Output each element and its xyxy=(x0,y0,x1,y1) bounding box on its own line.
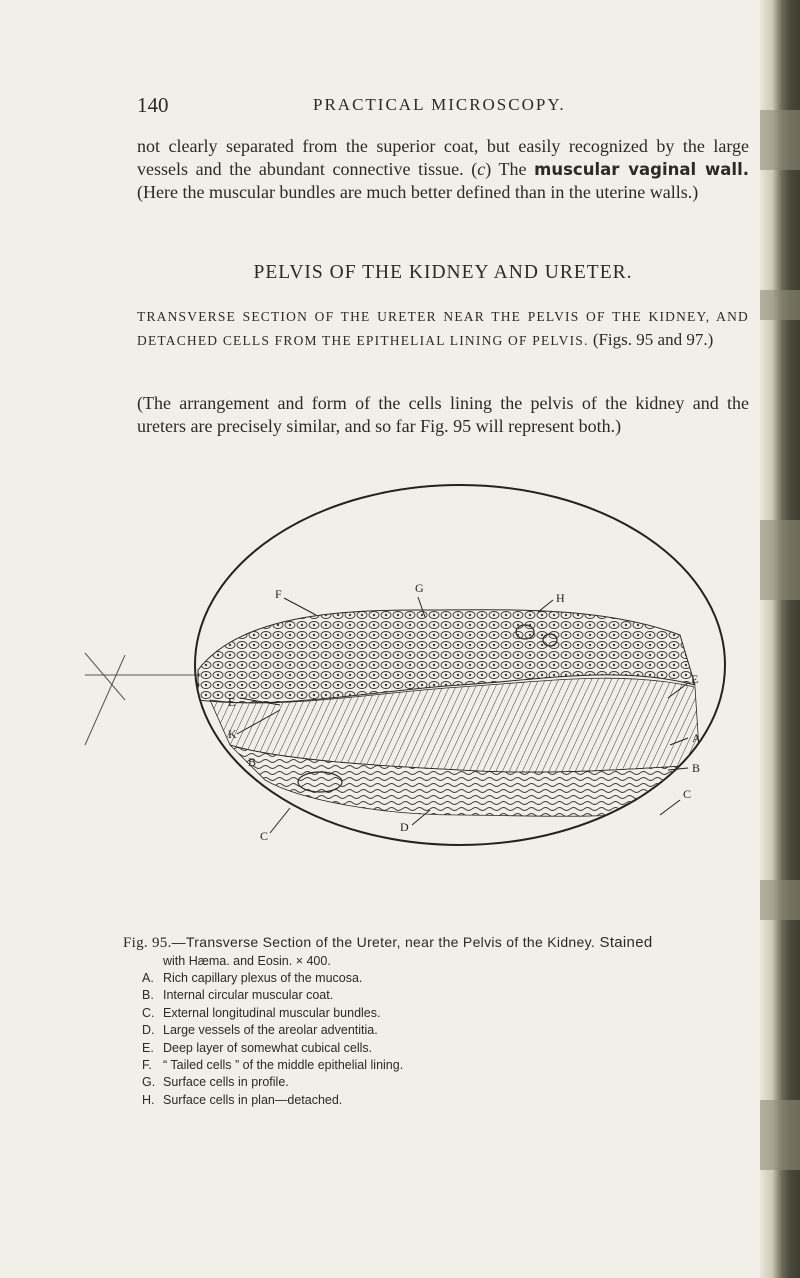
legend-text: Internal circular muscular coat. xyxy=(163,988,334,1003)
caption-title-text: —Transverse Section of the Ureter, near the Pelvis of the Kidney. xyxy=(171,934,596,950)
legend-text: Large vessels of the areolar adventitia. xyxy=(163,1023,378,1038)
label-B-left: B xyxy=(248,755,257,769)
legend-text: Surface cells in profile. xyxy=(163,1075,289,1090)
paragraph1-italic-c: c xyxy=(477,159,486,179)
page-number: 140 xyxy=(137,93,169,117)
label-A: A xyxy=(692,731,701,745)
legend-text: External longitudinal muscular bundles. xyxy=(163,1005,381,1020)
ureter-section-illustration xyxy=(80,470,780,860)
subsection-caps: TRANSVERSE SECTION OF THE URETER NEAR THE PELVIS OF THE KIDNEY, AND DETACHED CELLS FROM THE EPITHELIAL LINING OF PELVIS. xyxy=(137,309,749,348)
legend-letter: D. xyxy=(142,1023,155,1038)
legend-letter: C. xyxy=(142,1005,155,1020)
legend-letter: F. xyxy=(142,1057,152,1072)
label-K: K xyxy=(228,727,237,741)
legend-item xyxy=(142,1057,773,1074)
tissue-section xyxy=(198,610,700,817)
paragraph1-text-before: not clearly separated from the superior coat, but easily recognized by the large vessels and the abundant connective tissue. ( xyxy=(137,136,749,179)
label-C-left: C xyxy=(260,829,269,843)
diagonal-line-lower xyxy=(85,655,125,745)
label-E-left: E xyxy=(228,695,236,709)
legend-text: Rich capillary plexus of the mucosa. xyxy=(163,971,363,985)
page-header xyxy=(137,93,747,119)
diagonal-line-upper xyxy=(85,653,125,700)
label-C-right: C xyxy=(683,787,692,801)
label-D: D xyxy=(400,820,409,834)
figure-caption xyxy=(123,934,773,1109)
legend-text: Deep layer of somewhat cubical cells. xyxy=(163,1040,373,1055)
legend-text: Surface cells in plan—detached. xyxy=(163,1092,343,1107)
section-title: PELVIS OF THE KIDNEY AND URETER. xyxy=(253,262,633,283)
paragraph-arrangement: (The arrangement and form of the cells lining the pelvis of the kidney and the ureters are precisely similar, and so far Fig. 95 will represent both.) xyxy=(137,393,749,436)
subsection-figs-ref: (Figs. 95 and 97.) xyxy=(588,330,714,349)
subsection-heading xyxy=(137,305,749,352)
legend-item xyxy=(142,1005,773,1022)
legend-item xyxy=(142,1092,773,1109)
running-head: PRACTICAL MICROSCOPY. xyxy=(313,95,566,114)
caption-legend xyxy=(123,970,773,1109)
paragraph-vaginal-wall xyxy=(137,135,749,230)
caption-stain-line: with Hæma. and Eosin. × 400. xyxy=(163,954,331,968)
muscular-vaginal-wall-term: muscular vaginal wall. xyxy=(534,160,749,179)
legend-letter: A. xyxy=(142,971,154,985)
label-E-right: E xyxy=(691,672,699,686)
label-G: G xyxy=(415,581,424,595)
label-F: F xyxy=(275,587,282,601)
legend-letter: E. xyxy=(142,1040,154,1055)
caption-fig-label: Fig. 95. xyxy=(123,935,172,951)
legend-item xyxy=(142,987,773,1004)
legend-letter: G. xyxy=(142,1075,156,1090)
legend-text: “ Tailed cells ” of the middle epithelial lining. xyxy=(163,1057,404,1072)
label-H: H xyxy=(556,591,565,605)
paragraph1-text-mid: ) The xyxy=(485,159,535,179)
legend-letter: H. xyxy=(142,1092,155,1107)
caption-title xyxy=(123,934,773,952)
caption-stained: Stained xyxy=(595,934,653,951)
paragraph1-text-after: (Here the muscular bundles are much better defined than in the uterine walls.) xyxy=(137,182,699,202)
legend-item xyxy=(142,970,773,987)
legend-letter: B. xyxy=(142,988,154,1003)
legend-item xyxy=(142,1074,773,1091)
legend-item xyxy=(142,1022,773,1039)
legend-item xyxy=(142,1040,773,1057)
label-B-right: B xyxy=(692,761,701,775)
